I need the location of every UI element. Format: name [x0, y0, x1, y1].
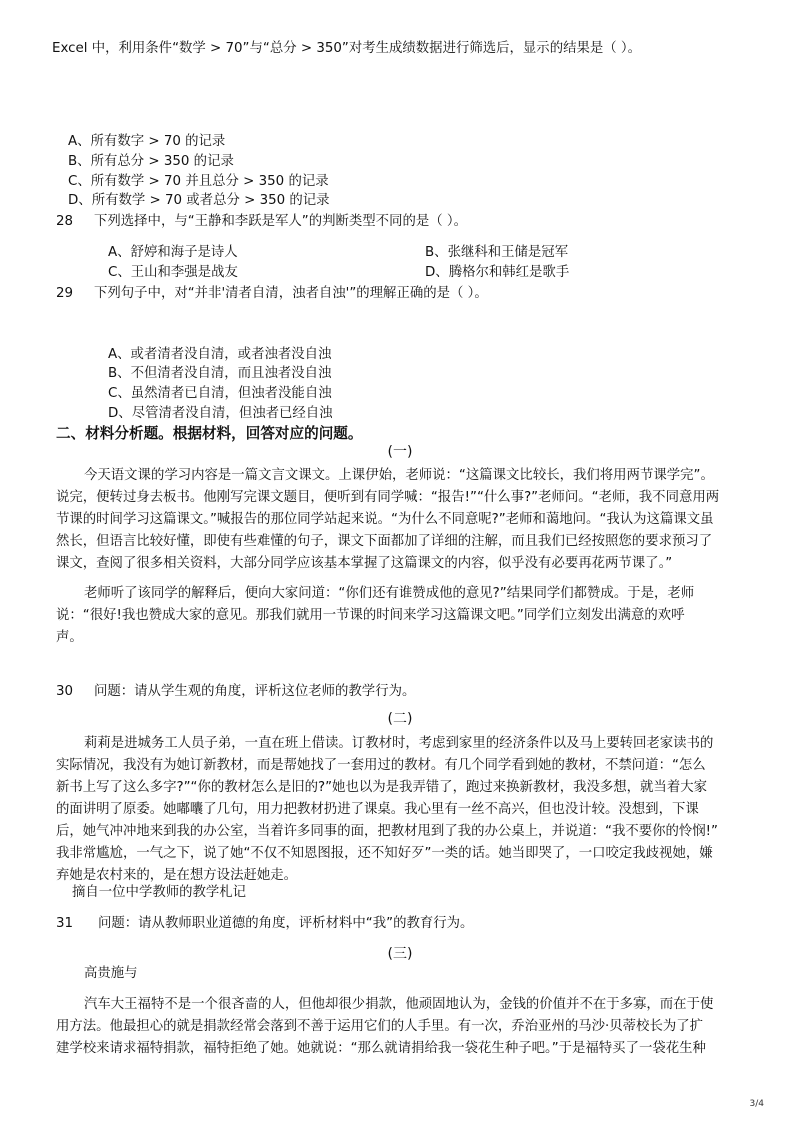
material-3-line-2: 用方法。他最担心的就是捐款经常会落到不善于运用它们的人手里。有一次，乔治亚州的马沙·贝蒂校长为了扩 — [56, 1019, 704, 1034]
material-1-line-6: 老师听了该同学的解释后，便向大家问道：“你们还有谁赞成他的意见?”结果同学们都赞成。于是，老师 — [84, 586, 695, 601]
material-1-line-8: 声。 — [56, 630, 83, 645]
material-2-line-2: 实际情况，我没有为她订新教材，而是帮她找了一套用过的教材。有几个同学看到她的教材，不禁问道：“怎么 — [56, 758, 706, 773]
q30-text: 问题：请从学生观的角度，评析这位老师的教学行为。 — [94, 684, 416, 699]
q28-stem: 下列选择中，与“王静和李跃是军人”的判断类型不同的是（ ）。 — [94, 214, 467, 229]
material-1-line-5: 课文，查阅了很多相关资料，大部分同学应该基本掌握了这篇课文的内容，似乎没有必要再花两节课了。” — [56, 556, 673, 571]
material-1-title: (一) — [387, 444, 413, 460]
q29-number: 29 — [56, 286, 74, 301]
q30-number: 30 — [56, 684, 74, 699]
material-2-source: 摘自一位中学教师的教学札记 — [72, 885, 247, 900]
material-1-line-4: 然长，但语言比较好懂，即使有些难懂的句子，课文下面都加了详细的注解，而且我们已经按照您的要求预习了 — [56, 534, 713, 549]
q28-option-d: D、腾格尔和韩红是歌手 — [425, 265, 570, 280]
q29-option-c: C、虽然清者已自清，但浊者没能自浊 — [108, 386, 332, 401]
q31-text: 问题：请从教师职业道德的角度，评析材料中“我”的教育行为。 — [98, 916, 474, 931]
q28-option-c: C、王山和李强是战友 — [108, 265, 238, 280]
section-heading: 二、材料分析题。根据材料，回答对应的问题。 — [56, 425, 363, 442]
page-number: 3/4 — [749, 1099, 764, 1109]
q27-option-b: B、所有总分 > 350 的记录 — [68, 154, 234, 169]
material-3-subtitle: 高贵施与 — [84, 966, 138, 981]
material-2-line-5: 后，她气冲冲地来到我的办公室，当着许多同事的面，把教材甩到了我的办公桌上，并说道：“我不要你的怜悯!” — [56, 824, 718, 839]
q29-stem: 下列句子中，对“并非'清者自清，浊者自浊'”的理解正确的是（ ）。 — [94, 286, 488, 301]
q28-option-b: B、张继科和王储是冠军 — [425, 245, 569, 260]
q29-option-b: B、不但清者没自清，而且浊者没自浊 — [108, 366, 332, 381]
q27-option-d: D、所有数学 > 70 或者总分 > 350 的记录 — [68, 193, 330, 208]
q29-option-a: A、或者清者没自清，或者浊者没自浊 — [108, 347, 332, 362]
q27-option-a: A、所有数字 > 70 的记录 — [68, 134, 226, 149]
material-3-title: (三) — [387, 946, 413, 962]
material-1-line-2: 说完，便转过身去板书。他刚写完课文题目，便听到有同学喊：“报告!”“什么事?”老师问。“老师，我不同意用两 — [56, 490, 720, 505]
material-1-line-1: 今天语文课的学习内容是一篇文言文课文。上课伊始，老师说：“这篇课文比较长，我们将用两节课学完”。 — [84, 468, 714, 483]
q27-stem: Excel 中，利用条件“数学 > 70”与“总分 > 350”对考生成绩数据进行筛选后，显示的结果是（ ）。 — [52, 41, 641, 56]
material-2-line-4: 的面讲明了原委。她嘟囔了几句，用力把教材扔进了课桌。我心里有一丝不高兴，但也没计较。没想到，下课 — [56, 802, 699, 817]
q31-number: 31 — [56, 916, 74, 931]
q28-option-a: A、舒婷和海子是诗人 — [108, 245, 238, 260]
q28-number: 28 — [56, 214, 74, 229]
material-1-line-3: 节课的时间学习这篇课文。”喊报告的那位同学站起来说。“为什么不同意呢?”老师和蔼地问。“我认为这篇课文虽 — [56, 512, 714, 527]
material-2-line-1: 莉莉是进城务工人员子弟，一直在班上借读。订教材时，考虑到家里的经济条件以及马上要转回老家读书的 — [84, 736, 714, 751]
material-2-title: (二) — [387, 711, 413, 727]
material-1-line-7: 说：“很好!我也赞成大家的意见。那我们就用一节课的时间来学习这篇课文吧。”同学们立刻发出满意的欢呼 — [56, 608, 685, 623]
material-2-line-3: 新书上写了这么多字?”“你的教材怎么是旧的?”她也以为是我弄错了，跑过来换新教材，我没多想，就当着大家 — [56, 780, 707, 795]
q29-option-d: D、尽管清者没自清，但浊者已经自浊 — [108, 406, 333, 421]
q27-option-c: C、所有数学 > 70 并且总分 > 350 的记录 — [68, 174, 329, 189]
material-3-line-3: 建学校来请求福特捐款，福特拒绝了她。她就说：“那么就请捐给我一袋花生种子吧。”于是福特买了一袋花生种 — [56, 1041, 706, 1056]
material-2-line-7: 弃她是农村来的，是在想方设法赶她走。 — [56, 868, 298, 883]
material-2-line-6: 我非常尴尬，一气之下，说了她“不仅不知恩图报，还不知好歹”一类的话。她当即哭了，一口咬定我歧视她，嫌 — [56, 846, 713, 861]
material-3-line-1: 汽车大王福特不是一个很吝啬的人，但他却很少捐款，他顽固地认为，金钱的价值并不在于多寡，而在于使 — [84, 997, 714, 1012]
